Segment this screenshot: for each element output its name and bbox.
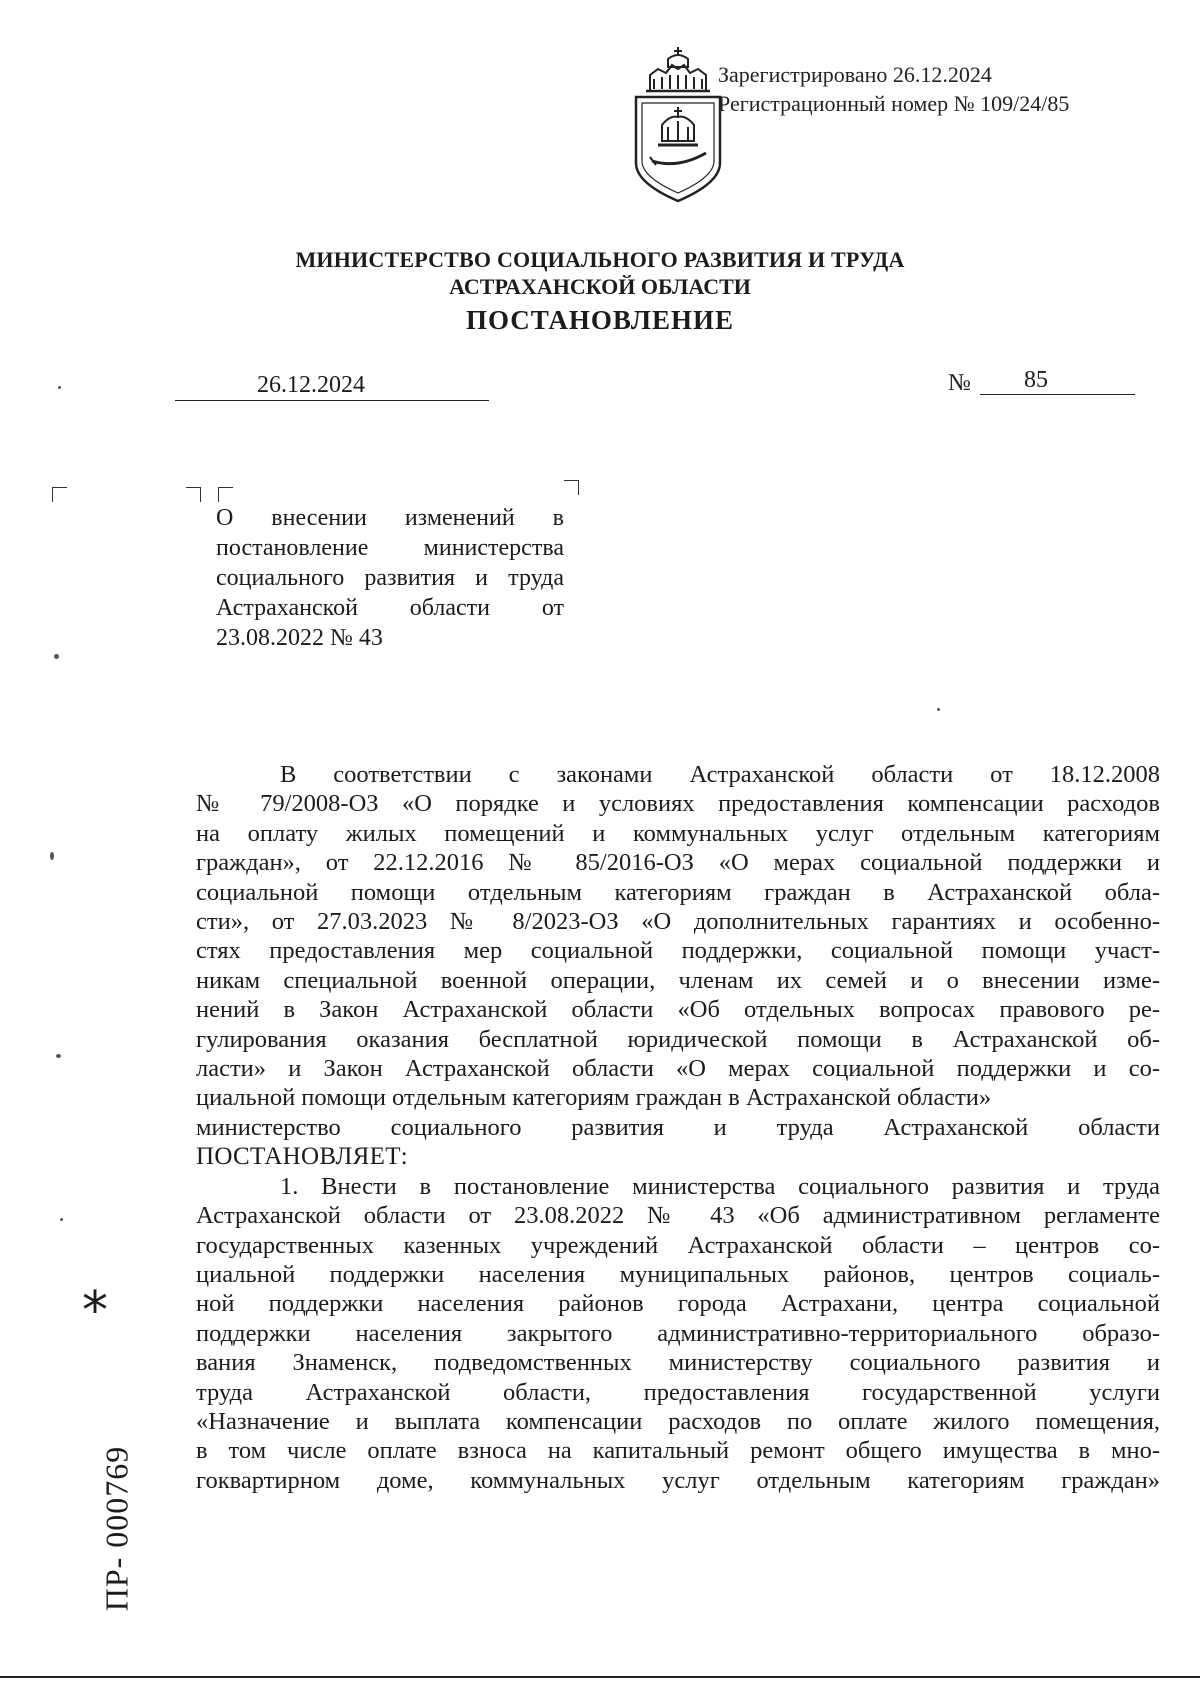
text-line: государственных казенных учреждений Астраханской области – центров со- (196, 1231, 1160, 1259)
text-line: В соответствии с законами Астраханской области от 18.12.2008 (280, 761, 1160, 788)
text-line: «Назначение и выплата компенсации расходов по оплате жилого помещения, (196, 1407, 1160, 1435)
text-line: нений в Закон Астраханской области «Об отдельных вопросах правового ре- (196, 996, 1160, 1024)
text-line: на оплату жилых помещений и коммунальных услуг отдельным категориям (196, 819, 1160, 847)
corner-mark (218, 487, 233, 502)
text-line: Астраханской области от 23.08.2022 № 43 «Об административном регламенте (196, 1202, 1160, 1230)
serial-number: ПР- 000769 (98, 1445, 135, 1612)
text-line: сти», от 27.03.2023 № 8/2023-ОЗ «О дополнительных гарантиях и особенно- (196, 908, 1160, 936)
coat-of-arms-icon (628, 45, 728, 205)
scan-speck (50, 852, 54, 860)
text-line: гулирования оказания бесплатной юридической помощи в Астраханской об- (196, 1025, 1160, 1053)
ministry-name-line2: АСТРАХАНСКОЙ ОБЛАСТИ (449, 274, 751, 299)
document-subject: О внесении изменений в постановление министерства социального развития и труда Астраханской области от 23.08.2022 № 43 (216, 505, 564, 651)
text-line: министерство социального развития и труда Астраханской области (196, 1113, 1160, 1141)
scan-speck (60, 1218, 63, 1221)
text-line: гоквартирном доме, коммунальных услуг отдельным категориям граждан» (196, 1466, 1160, 1494)
ministry-name-line1: МИНИСТЕРСТВО СОЦИАЛЬНОГО РАЗВИТИЯ И ТРУДА (295, 247, 905, 272)
scan-speck (937, 708, 940, 711)
text-line: вания Знаменск, подведомственных министерству социального развития и (196, 1349, 1160, 1377)
scan-speck (54, 654, 59, 659)
margin-asterisk: * (82, 1281, 108, 1341)
page-bottom-rule (0, 1676, 1200, 1678)
number-sign: № (948, 370, 971, 396)
resolves-keyword: ПОСТАНОВЛЯЕТ: (196, 1143, 409, 1171)
paragraph-preamble (196, 760, 1160, 1172)
registration-number: Регистрационный номер № 109/24/85 (718, 91, 1070, 116)
text-line: труда Астраханской области, предоставления государственной услуги (196, 1378, 1160, 1406)
text-line: граждан», от 22.12.2016 № 85/2016-ОЗ «О мерах социальной поддержки и (196, 849, 1160, 877)
text-line: в том числе оплате взноса на капитальный ремонт общего имущества в мно- (196, 1437, 1160, 1465)
document-body (196, 760, 1160, 1495)
text-line: социальной помощи отдельным категориям граждан в Астраханской обла- (196, 878, 1160, 906)
text-line: циальной помощи отдельным категориям граждан в Астраханской области» (196, 1084, 992, 1112)
document-header (0, 246, 1200, 338)
text-line: никам специальной военной операции, членам их семей и о внесении изме- (196, 966, 1160, 994)
corner-mark (564, 480, 579, 495)
text-line: циальной поддержки населения муниципальных районов, центров социаль- (196, 1260, 1160, 1288)
text-line: стях предоставления мер социальной поддержки, социальной помощи участ- (196, 937, 1160, 965)
document-number: 85 (980, 366, 1135, 395)
document-type: ПОСТАНОВЛЕНИЕ (465, 305, 735, 335)
corner-mark (186, 487, 201, 502)
scan-speck (56, 1054, 61, 1058)
margin-serial-stamp (72, 1430, 162, 1630)
registration-date: Зарегистрировано 26.12.2024 (718, 62, 992, 87)
text-line: № 79/2008-ОЗ «О порядке и условиях предоставления компенсации расходов (196, 790, 1160, 818)
corner-mark (52, 487, 67, 502)
document-date: 26.12.2024 (175, 370, 489, 401)
text-line: 1. Внести в постановление министерства социального развития и труда (280, 1172, 1160, 1200)
text-line: ной поддержки населения районов города Астрахани, центра социальной (196, 1290, 1160, 1318)
scan-speck (58, 386, 61, 389)
text-line: ласти» и Закон Астраханской области «О мерах социальной поддержки и со- (196, 1055, 1160, 1083)
text-line: поддержки населения закрытого административно-территориального образо- (196, 1319, 1160, 1347)
registration-stamp (718, 60, 1069, 118)
paragraph-item-1 (196, 1172, 1160, 1495)
